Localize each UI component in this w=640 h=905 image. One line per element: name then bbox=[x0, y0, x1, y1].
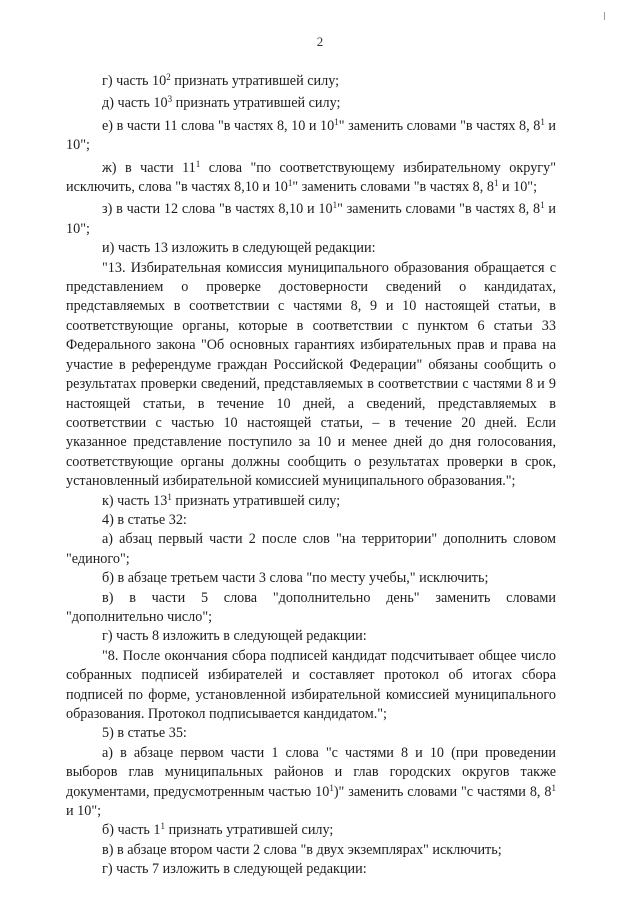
superscript: 1 bbox=[493, 178, 499, 189]
text-run: а) в абзаце первом части 1 слова "с частями 8 и 10 (при проведении выборов глав муниципальных районов и глав городских округов также документами, предусмотренным частью 10 bbox=[66, 744, 556, 800]
text-run: " заменить словами "в частях 8, 8 bbox=[337, 201, 541, 218]
superscript: 1 bbox=[540, 116, 545, 127]
text-run: "13. Избирательная комиссия муниципального образования обращается с представлением о проверке достоверности сведений о кандидатах, представляемых в соответствии с частями 8, 9 и 10 настоящей статьи, в соответствующие органы, которые в соответствии с пунктом 6 статьи 33 Федерального закона "Об основных гарантиях избирательных прав и права на участие в референдуме граждан Российской Федерации" обязаны сообщить о результатах проверки сведений, представляемых в соответствии с частями 8 и 9 настоящей статьи, в течение 10 дней, а сведений, представляемых в соответствии с частью 10 настоящей статьи, – в течение 20 дней. Если указанное представление поступило за 10 и менее дней до дня голосования, соответствующие органы должны сообщить о результатах проверки в срок, установленный избирательной комиссией муниципального образования."; bbox=[66, 259, 556, 490]
text-run: в) в абзаце втором части 2 слова "в двух экземплярах" исключить; bbox=[102, 841, 502, 858]
text-run: "8. После окончания сбора подписей кандидат подсчитывает общее число собранных подписей избирателей и составляет протокол об итогах сбора подписей по форме, установленной избирательной комиссией муниципального образования. Протокол подписывается кандидатом."; bbox=[66, 647, 556, 722]
superscript: 1 bbox=[195, 158, 201, 169]
scan-edge-mark bbox=[604, 12, 605, 20]
paragraph bbox=[66, 724, 556, 743]
text-run: г) часть 8 изложить в следующей редакции: bbox=[102, 628, 367, 645]
paragraph bbox=[66, 511, 556, 530]
paragraph bbox=[66, 569, 556, 588]
text-run: и 10"; bbox=[66, 117, 556, 154]
paragraph bbox=[66, 239, 556, 258]
superscript: 3 bbox=[167, 94, 173, 105]
superscript: 1 bbox=[540, 200, 545, 211]
paragraph bbox=[66, 821, 556, 840]
text-run: 4) в статье 32: bbox=[102, 511, 187, 528]
text-run: признать утратившей силу; bbox=[170, 73, 340, 89]
text-run: д) часть 10 bbox=[102, 95, 168, 112]
text-run: г) часть 7 изложить в следующей редакции: bbox=[102, 861, 367, 878]
paragraph bbox=[66, 841, 556, 860]
page-number: 2 bbox=[316, 34, 324, 49]
paragraph bbox=[66, 647, 556, 725]
paragraph bbox=[66, 117, 556, 156]
superscript: 2 bbox=[166, 72, 171, 82]
text-run: и) часть 13 изложить в следующей редакции: bbox=[102, 240, 376, 257]
superscript: 1 bbox=[334, 116, 339, 127]
document-body bbox=[66, 72, 556, 880]
text-run: слова "по соответствующему избирательному округу" исключить, слова "в частях 8,10 и 10 bbox=[66, 159, 556, 196]
paragraph bbox=[66, 259, 556, 492]
text-run: г) часть 10 bbox=[102, 73, 167, 89]
paragraph bbox=[66, 530, 556, 569]
paragraph bbox=[66, 492, 556, 511]
text-run: 5) в статье 35: bbox=[102, 725, 187, 742]
text-run: признать утратившей силу; bbox=[165, 822, 334, 839]
paragraph bbox=[66, 72, 556, 91]
text-run: к) часть 13 bbox=[102, 492, 168, 509]
text-run: признать утратившей силу; bbox=[172, 95, 341, 112]
superscript: 1 bbox=[167, 491, 172, 502]
superscript: 1 bbox=[332, 200, 338, 211]
paragraph bbox=[66, 627, 556, 646]
paragraph bbox=[66, 589, 556, 628]
text-run: а) абзац первый части 2 после слов "на территории" дополнить словом "единого"; bbox=[66, 531, 556, 567]
superscript: 1 bbox=[287, 178, 293, 189]
text-run: е) в части 11 слова "в частях 8, 10 и 10 bbox=[102, 117, 335, 134]
text-run: и 10"; bbox=[498, 179, 538, 196]
text-run: и 10"; bbox=[66, 803, 102, 820]
paragraph bbox=[66, 744, 556, 822]
superscript: 1 bbox=[329, 782, 334, 793]
text-run: б) в абзаце третьем части 3 слова "по месту учебы," исключить; bbox=[102, 570, 489, 587]
paragraph bbox=[66, 94, 556, 113]
text-run: в) в части 5 слова "дополнительно день" заменить словами "дополнительно число"; bbox=[66, 589, 556, 625]
text-run: признать утратившей силу; bbox=[171, 492, 341, 509]
paragraph bbox=[66, 860, 556, 879]
text-run: )" заменить словами "с частями 8, 8 bbox=[333, 783, 552, 800]
paragraph bbox=[66, 159, 556, 198]
text-run: " заменить словами "в частях 8, 8 bbox=[292, 179, 494, 196]
text-run: з) в части 12 слова "в частях 8,10 и 10 bbox=[102, 201, 333, 218]
text-run: " заменить словами "в частях 8, 8 bbox=[338, 117, 541, 134]
text-run: и 10"; bbox=[66, 201, 557, 237]
paragraph bbox=[66, 200, 556, 239]
superscript: 1 bbox=[551, 782, 556, 793]
text-run: б) часть 1 bbox=[102, 822, 161, 839]
superscript: 1 bbox=[160, 821, 166, 832]
text-run: ж) в части 11 bbox=[102, 159, 196, 176]
